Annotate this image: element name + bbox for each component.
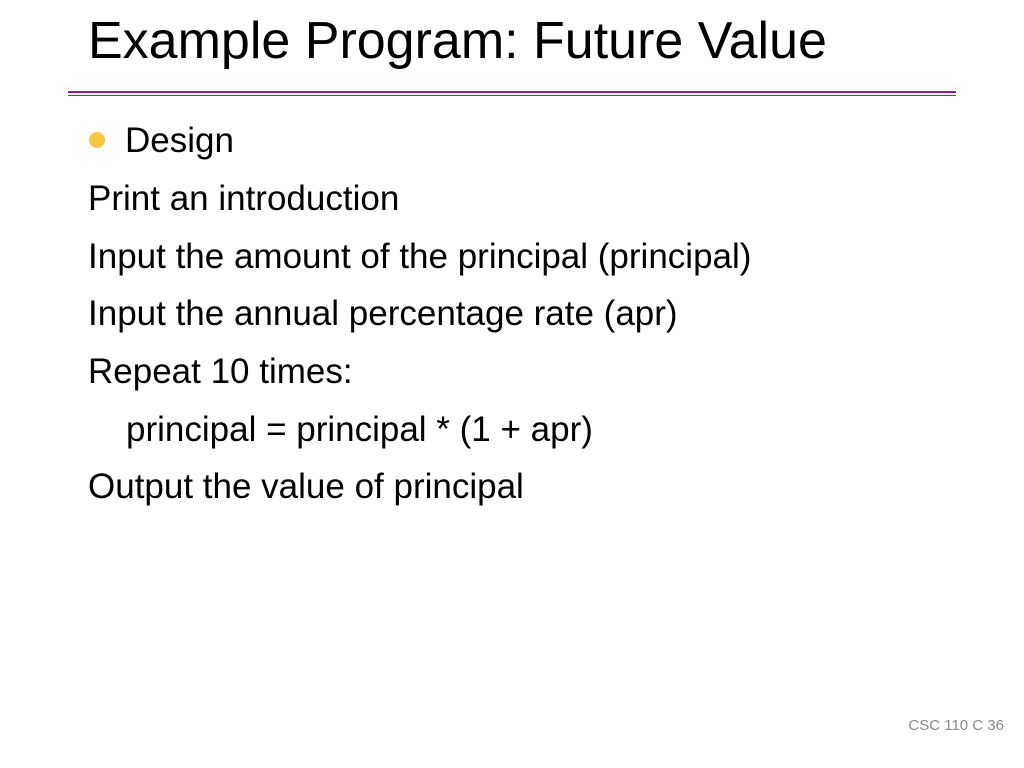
pseudocode-line: Input the amount of the principal (principal) xyxy=(88,237,752,276)
pseudocode-line: Repeat 10 times: xyxy=(88,352,353,391)
title-divider-line xyxy=(68,91,956,93)
pseudocode-line-indented: principal = principal * (1 + apr) xyxy=(126,410,593,449)
bullet-item-design xyxy=(88,121,234,161)
pseudocode-line: Output the value of principal xyxy=(88,467,524,506)
title-divider-line-secondary xyxy=(68,95,956,96)
bullet-label: Design xyxy=(125,121,234,160)
pseudocode-line: Print an introduction xyxy=(88,179,400,218)
pseudocode-line: Input the annual percentage rate (apr) xyxy=(88,294,678,333)
bullet-icon xyxy=(89,132,105,148)
slide-footer: CSC 110 C 36 xyxy=(908,717,1004,734)
slide-title: Example Program: Future Value xyxy=(88,12,827,70)
